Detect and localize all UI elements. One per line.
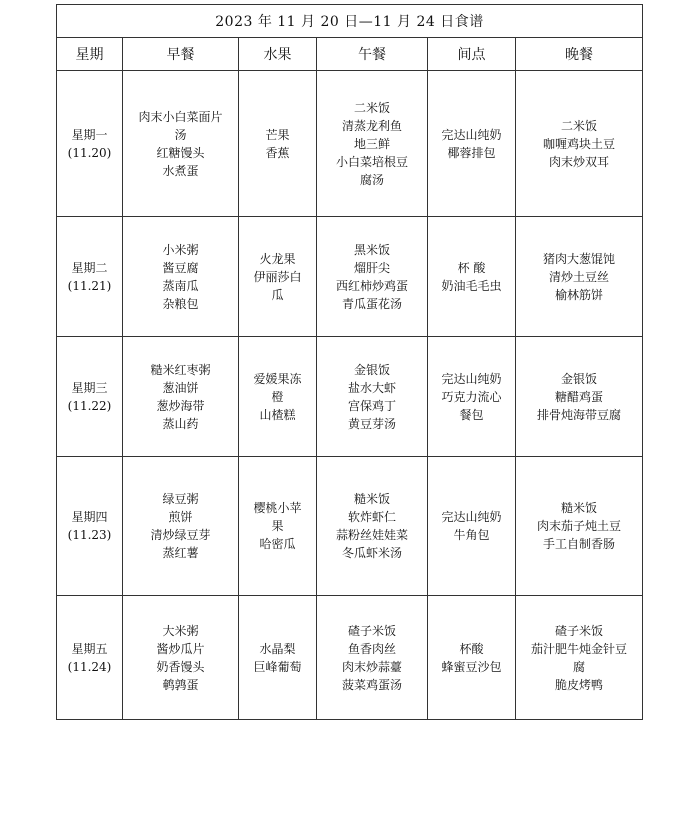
snack-cell	[428, 337, 516, 457]
fruit-item: 水晶梨	[259, 641, 296, 656]
snack-item: 杯酸	[459, 641, 484, 656]
lunch-item: 碴子米饭	[347, 623, 396, 638]
lunch-item: 宫保鸡丁	[347, 398, 396, 413]
dinner-item: 二米饭	[560, 118, 597, 133]
weekday-label: 星期四	[71, 510, 108, 524]
snack-cell	[428, 217, 516, 337]
date-label: (11.21)	[67, 278, 112, 293]
lunch-cell	[317, 457, 428, 596]
snack-item: 椰蓉排包	[447, 145, 496, 160]
snack-item: 牛角包	[453, 528, 490, 542]
lunch-item: 熘肝尖	[353, 260, 390, 275]
weekday-label: 星期一	[71, 127, 108, 142]
breakfast-item: 水煮蛋	[162, 163, 199, 178]
dinner-cell	[516, 337, 643, 457]
fruit-item: 哈密瓜	[259, 537, 296, 551]
breakfast-item: 汤	[174, 127, 187, 142]
snack-item: 巧克力流心	[441, 389, 502, 404]
breakfast-item: 酱炒瓜片	[156, 641, 205, 656]
fruit-item: 香蕉	[265, 145, 290, 160]
snack-item: 杯 酸	[457, 260, 486, 275]
dinner-item: 肉末炒双耳	[548, 154, 609, 169]
fruit-cell	[239, 596, 317, 720]
header-breakfast: 早餐	[123, 38, 239, 71]
header-fruit: 水果	[239, 38, 317, 71]
lunch-item: 鱼香肉丝	[347, 641, 396, 656]
fruit-cell	[239, 71, 317, 217]
day-row	[57, 71, 643, 217]
dinner-item: 清炒土豆丝	[548, 269, 609, 284]
snack-item: 完达山纯奶	[441, 371, 502, 386]
lunch-item: 西红柿炒鸡蛋	[335, 278, 408, 293]
lunch-item: 冬瓜虾米汤	[341, 546, 402, 560]
lunch-item: 金银饭	[353, 362, 390, 377]
fruit-item: 爱媛果冻	[253, 371, 302, 386]
lunch-cell	[317, 71, 428, 217]
snack-item: 完达山纯奶	[441, 510, 502, 524]
breakfast-cell	[123, 596, 239, 720]
dinner-item: 糖醋鸡蛋	[554, 389, 603, 404]
lunch-item: 二米饭	[353, 100, 390, 115]
weekday-cell	[57, 337, 123, 457]
weekday-label: 星期二	[71, 260, 108, 275]
weekday-cell	[57, 457, 123, 596]
fruit-cell	[239, 457, 317, 596]
dinner-item: 金银饭	[560, 371, 597, 386]
fruit-item: 樱桃小苹	[253, 501, 302, 515]
fruit-item: 芒果	[265, 127, 290, 142]
fruit-item: 瓜	[271, 287, 284, 302]
snack-cell	[428, 71, 516, 217]
breakfast-item: 蒸红薯	[162, 546, 199, 560]
breakfast-item: 葱油饼	[162, 380, 199, 395]
lunch-cell	[317, 217, 428, 337]
lunch-item: 蒜粉丝娃娃菜	[335, 528, 408, 542]
day-row	[57, 337, 643, 457]
dinner-item: 榆林筋饼	[554, 287, 603, 302]
weekday-label: 星期五	[71, 641, 108, 656]
breakfast-cell	[123, 457, 239, 596]
breakfast-item: 煎饼	[168, 510, 193, 524]
breakfast-item: 清炒绿豆芽	[150, 528, 211, 542]
dinner-cell	[516, 596, 643, 720]
date-label: (11.23)	[67, 528, 112, 542]
snack-cell	[428, 457, 516, 596]
fruit-item: 橙	[271, 389, 284, 404]
dinner-item: 排骨炖海带豆腐	[536, 407, 621, 422]
header-snack: 间点	[428, 38, 516, 71]
lunch-item: 小白菜培根豆	[335, 154, 408, 169]
header-weekday: 星期	[57, 38, 123, 71]
dinner-cell	[516, 217, 643, 337]
weekday-cell	[57, 71, 123, 217]
breakfast-item: 蒸山药	[162, 416, 199, 431]
weekday-label: 星期三	[71, 380, 108, 395]
lunch-item: 软炸虾仁	[347, 510, 396, 524]
breakfast-item: 鹌鹑蛋	[162, 677, 199, 692]
lunch-item: 糙米饭	[353, 492, 390, 506]
header-lunch: 午餐	[317, 38, 428, 71]
lunch-item: 菠菜鸡蛋汤	[341, 677, 402, 692]
lunch-item: 青瓜蛋花汤	[341, 296, 402, 311]
dinner-item: 茄汁肥牛炖金针豆	[530, 641, 627, 656]
snack-cell	[428, 596, 516, 720]
breakfast-item: 葱炒海带	[156, 398, 205, 413]
breakfast-item: 奶香馒头	[156, 659, 205, 674]
breakfast-item: 酱豆腐	[162, 260, 199, 275]
dinner-cell	[516, 71, 643, 217]
fruit-cell	[239, 217, 317, 337]
breakfast-item: 肉末小白菜面片	[138, 109, 223, 124]
lunch-cell	[317, 337, 428, 457]
dinner-cell	[516, 457, 643, 596]
lunch-item: 腐汤	[359, 172, 384, 187]
breakfast-item: 红糖馒头	[156, 145, 205, 160]
day-row	[57, 457, 643, 596]
dinner-item: 脆皮烤鸭	[554, 677, 603, 692]
breakfast-cell	[123, 337, 239, 457]
dinner-item: 肉末茄子炖土豆	[536, 519, 621, 533]
lunch-item: 黑米饭	[353, 242, 390, 257]
lunch-item: 黄豆芽汤	[347, 416, 396, 431]
fruit-item: 果	[271, 519, 284, 533]
lunch-item: 清蒸龙利鱼	[341, 118, 402, 133]
breakfast-item: 蒸南瓜	[162, 278, 199, 293]
dinner-item: 碴子米饭	[554, 623, 603, 638]
weekday-cell	[57, 596, 123, 720]
fruit-item: 伊丽莎白	[253, 269, 302, 284]
snack-item: 餐包	[459, 407, 484, 422]
day-row	[57, 596, 643, 720]
dinner-item: 猪肉大葱馄饨	[542, 251, 615, 266]
fruit-item: 火龙果	[259, 251, 296, 266]
date-label: (11.22)	[67, 398, 112, 413]
lunch-item: 盐水大虾	[347, 380, 396, 395]
breakfast-item: 糙米红枣粥	[150, 362, 211, 377]
breakfast-item: 杂粮包	[162, 296, 199, 311]
lunch-item: 地三鲜	[353, 136, 390, 151]
date-label: (11.24)	[67, 659, 112, 674]
snack-item: 完达山纯奶	[441, 127, 502, 142]
breakfast-item: 大米粥	[162, 623, 199, 638]
dinner-item: 手工自制香肠	[542, 537, 615, 551]
dinner-item: 糙米饭	[560, 501, 597, 515]
snack-item: 奶油毛毛虫	[441, 278, 502, 293]
dinner-item: 腐	[572, 659, 585, 674]
date-label: (11.20)	[67, 145, 112, 160]
breakfast-cell	[123, 217, 239, 337]
menu-table	[56, 4, 643, 720]
weekday-cell	[57, 217, 123, 337]
header-dinner: 晚餐	[516, 38, 643, 71]
fruit-cell	[239, 337, 317, 457]
lunch-item: 肉末炒蒜薹	[341, 659, 402, 674]
breakfast-item: 绿豆粥	[162, 492, 199, 506]
menu-title: 2023 年 11 月 20 日—11 月 24 日食谱	[57, 5, 643, 38]
fruit-item: 巨峰葡萄	[253, 659, 302, 674]
lunch-cell	[317, 596, 428, 720]
breakfast-cell	[123, 71, 239, 217]
day-row	[57, 217, 643, 337]
header-row	[57, 38, 643, 71]
snack-item: 蜂蜜豆沙包	[441, 659, 502, 674]
breakfast-item: 小米粥	[162, 242, 199, 257]
dinner-item: 咖喱鸡块土豆	[542, 136, 615, 151]
fruit-item: 山楂糕	[259, 407, 296, 422]
